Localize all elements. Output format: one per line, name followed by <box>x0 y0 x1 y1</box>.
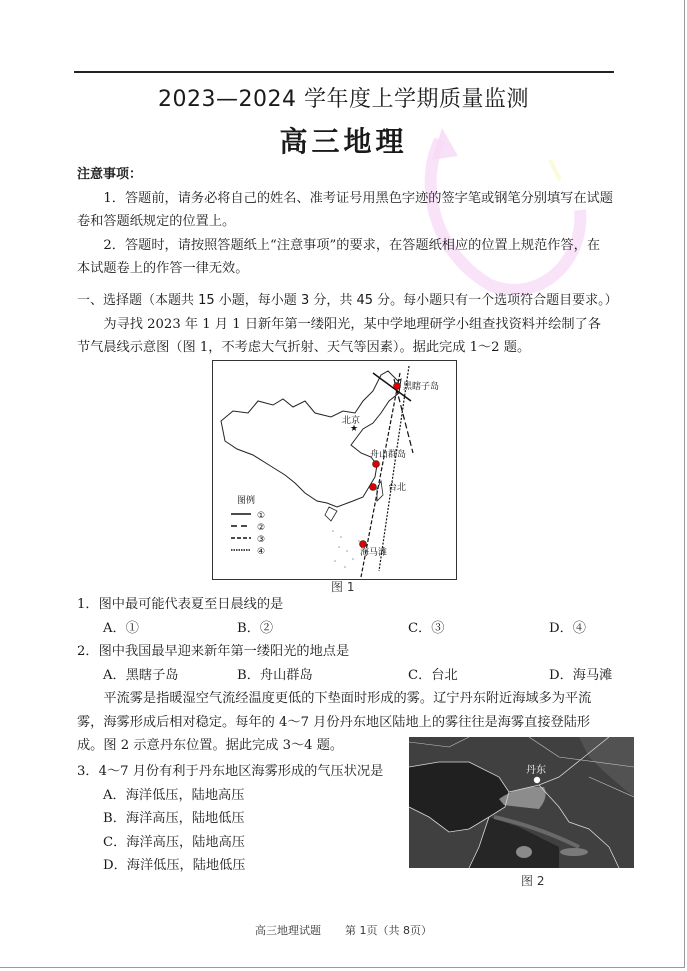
map-label-taipei: 台北 <box>388 483 407 493</box>
section1-intro <box>77 289 618 360</box>
figure-2-caption: 图 2 <box>521 874 545 888</box>
legend-title: 图例 <box>237 496 256 506</box>
legend-item: ③ <box>257 535 266 545</box>
question-1: 1．图中最可能代表夏至日晨线的是 <box>77 597 284 612</box>
option-a[interactable]: A．海洋低压，陆地高压 <box>103 787 245 803</box>
south-china-sea-islands <box>332 530 360 568</box>
option-d[interactable]: D．④ <box>549 620 586 636</box>
intro-paragraph-3-4: 平流雾是指暖湿空气流经温度更低的下垫面时形成的雾。辽宁丹东附近海域多为平流雾，海雾形成后相对稳定。每年的 4～7 月份丹东地区陆地上的雾往往是海雾直接登陆形成。图 2 示意丹东位置。据此完成 3～4 题。 <box>77 691 592 753</box>
figure-1-map <box>212 360 457 580</box>
dandong-marker-icon <box>534 777 540 783</box>
exam-title: 2023—2024 学年度上学期质量监测 <box>158 87 529 112</box>
option-c[interactable]: C．海洋高压，陆地高压 <box>103 834 245 850</box>
notice-item: 1．答题前，请务必将自己的姓名、准考证号用黑色字迹的签字笔或钢笔分别填写在试题卷和答题纸规定的位置上。 <box>77 190 613 229</box>
option-d[interactable]: D．海马滩 <box>549 667 613 683</box>
figure-2-satellite-image <box>409 737 634 868</box>
figure-1-caption: 图 1 <box>331 580 355 594</box>
notice-heading: 注意事项： <box>77 167 143 182</box>
legend-item: ② <box>257 523 266 533</box>
option-c[interactable]: C．台北 <box>408 667 458 683</box>
questions-1-2 <box>77 593 613 687</box>
notice-item: 2．答题时，请按照答题纸上“注意事项”的要求，在答题纸相应的位置上规范作答，在本试题卷上的作答一律无效。 <box>77 237 601 276</box>
map-label-haimatan: 海马滩 <box>360 548 388 558</box>
question-stem: 图中我国最早迎来新年第一缕阳光的地点是 <box>98 644 350 659</box>
map-label-beijing: 北京 <box>342 416 361 426</box>
question-stem: 图中最可能代表夏至日晨线的是 <box>98 597 284 612</box>
terminator-line-3 <box>361 373 400 577</box>
question-1-options <box>77 617 613 641</box>
option-d[interactable]: D．海洋低压，陆地低压 <box>103 858 246 873</box>
footer-page-info: 第 1页（共 8页） <box>345 924 432 937</box>
page-edge <box>0 967 685 968</box>
question-stem: 4～7 月份有利于丹东地区海雾形成的气压状况是 <box>98 764 384 779</box>
marker-haimatan <box>360 541 367 548</box>
subject-title: 高三地理 <box>279 125 408 158</box>
page-footer <box>0 922 687 938</box>
question-2-options <box>77 664 613 688</box>
option-b[interactable]: B．舟山群岛 <box>237 667 313 683</box>
option-a[interactable]: A．黑瞎子岛 <box>103 667 179 683</box>
footer-doc-name: 高三地理试题 <box>255 924 321 937</box>
marker-taipei <box>370 484 377 491</box>
legend-item: ④ <box>257 547 266 557</box>
beijing-star-icon: ★ <box>350 424 359 434</box>
notice-section <box>77 163 613 281</box>
legend-item: ① <box>257 511 266 521</box>
option-c[interactable]: C．③ <box>408 620 445 636</box>
option-a[interactable]: A．① <box>103 620 139 636</box>
section-heading: 一、选择题（本题共 15 小题，每小题 3 分，共 45 分。每小题只有一个选项符合题目要求。） <box>77 293 618 308</box>
option-b[interactable]: B．海洋高压，陆地低压 <box>103 811 245 826</box>
question-3-block <box>77 760 407 878</box>
marker-heixiazi <box>394 383 401 390</box>
dandong-label: 丹东 <box>526 765 546 776</box>
marker-zhoushan <box>373 461 380 468</box>
intro-paragraph: 为寻找 2023 年 1 月 1 日新年第一缕阳光，某中学地理研学小组查找资料并绘制了各节气晨线示意图（图 1，不考虑大气折射、天气等因素）。据此完成 1～2 题。 <box>77 316 601 355</box>
header-rule <box>74 71 614 73</box>
map-label-zhoushan: 舟山群岛 <box>370 450 407 460</box>
question-2: 2．图中我国最早迎来新年第一缕阳光的地点是 <box>77 644 350 659</box>
question-3: 3．4～7 月份有利于丹东地区海雾形成的气压状况是 <box>77 764 384 779</box>
map-label-heixiazi: 黑瞎子岛 <box>403 382 440 392</box>
option-b[interactable]: B．② <box>237 620 274 636</box>
